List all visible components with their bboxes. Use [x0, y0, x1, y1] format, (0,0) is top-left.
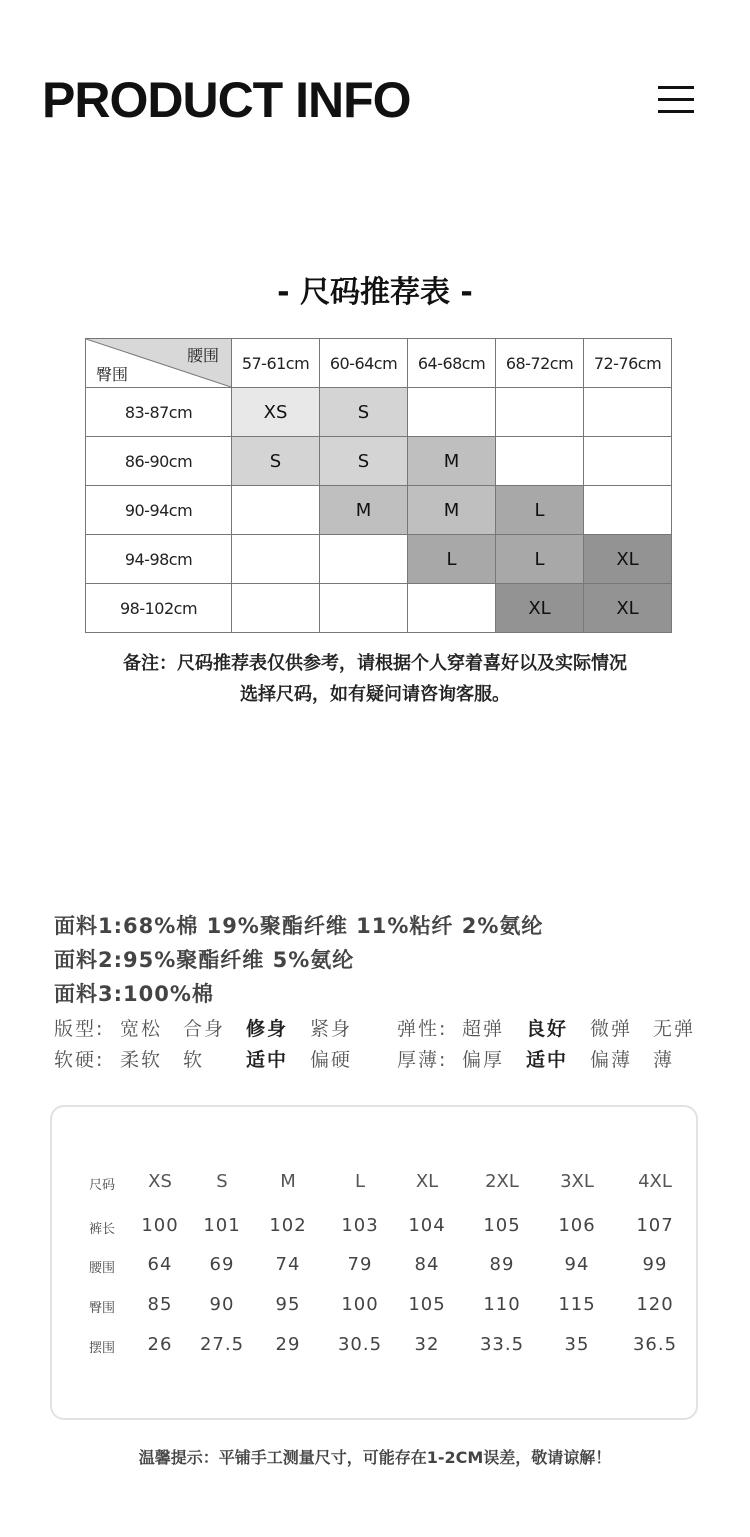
- measure-value: 33.5: [479, 1334, 525, 1355]
- size-cell: XL: [584, 535, 672, 584]
- size-cell: [584, 486, 672, 535]
- measure-value: 115: [558, 1294, 596, 1315]
- measure-value: 26: [147, 1334, 173, 1355]
- table-header-row: [86, 339, 672, 388]
- size-recommend-title: - 尺码推荐表 -: [277, 275, 473, 310]
- table-corner-cell: [86, 339, 232, 388]
- measure-value: 120: [636, 1294, 674, 1315]
- attr-option: 无弹: [653, 1018, 696, 1040]
- attr-option: 软: [183, 1049, 205, 1071]
- attr-label: 软硬:: [54, 1049, 105, 1071]
- size-cell: L: [496, 535, 584, 584]
- size-cell: S: [232, 437, 320, 486]
- row-header: 86-90cm: [86, 437, 232, 486]
- attr-option: 薄: [653, 1049, 675, 1071]
- attr-option-selected: 适中: [246, 1049, 289, 1071]
- measure-value: 85: [147, 1294, 173, 1315]
- measure-value: 64: [147, 1254, 173, 1275]
- measure-size-header: XL: [415, 1171, 439, 1192]
- size-cell: [320, 584, 408, 633]
- measure-value: 104: [408, 1215, 446, 1236]
- attr-option: 合身: [183, 1018, 226, 1040]
- menu-line: [658, 110, 694, 113]
- size-cell: XL: [584, 584, 672, 633]
- measure-row-label: 臀围: [89, 1301, 116, 1316]
- measure-size-header: 3XL: [560, 1171, 594, 1192]
- measure-value: 101: [203, 1215, 241, 1236]
- measure-value: 32: [414, 1334, 440, 1355]
- column-header: 64-68cm: [408, 339, 496, 388]
- table-row: [86, 535, 672, 584]
- measure-value: 99: [642, 1254, 668, 1275]
- note-line: 选择尺码，如有疑问请咨询客服。: [240, 684, 510, 705]
- measure-value: 84: [414, 1254, 440, 1275]
- attr-option: 偏硬: [310, 1049, 353, 1071]
- measure-value: 110: [483, 1294, 521, 1315]
- hamburger-menu-icon[interactable]: [658, 86, 694, 114]
- measure-value: 69: [209, 1254, 235, 1275]
- table-row: [86, 437, 672, 486]
- measure-value: 27.5: [199, 1334, 245, 1355]
- attr-option: 超弹: [462, 1018, 505, 1040]
- row-header: 94-98cm: [86, 535, 232, 584]
- attr-option: 偏薄: [590, 1049, 633, 1071]
- menu-line: [658, 98, 694, 101]
- size-cell: [408, 388, 496, 437]
- attr-option-selected: 修身: [246, 1018, 289, 1040]
- row-header: 98-102cm: [86, 584, 232, 633]
- measurement-tip: 温馨提示：平铺手工测量尺寸，可能存在1-2CM误差，敬请谅解！: [138, 1448, 612, 1467]
- measure-value: 79: [347, 1254, 373, 1275]
- size-cell: [496, 388, 584, 437]
- size-cell: [496, 437, 584, 486]
- measure-value: 89: [489, 1254, 515, 1275]
- column-header: 60-64cm: [320, 339, 408, 388]
- size-cell: XS: [232, 388, 320, 437]
- measure-value: 95: [275, 1294, 301, 1315]
- measure-value: 29: [275, 1334, 301, 1355]
- measure-value: 102: [269, 1215, 307, 1236]
- measure-size-header: L: [354, 1171, 366, 1192]
- size-cell: M: [408, 437, 496, 486]
- size-cell: S: [320, 388, 408, 437]
- measure-value: 105: [483, 1215, 521, 1236]
- size-cell: [584, 388, 672, 437]
- column-header: 68-72cm: [496, 339, 584, 388]
- measure-value: 94: [564, 1254, 590, 1275]
- measure-row-label: 摆围: [89, 1341, 116, 1356]
- size-recommend-table: [85, 338, 672, 633]
- column-header: 57-61cm: [232, 339, 320, 388]
- attr-label: 版型:: [54, 1018, 105, 1040]
- row-header: 83-87cm: [86, 388, 232, 437]
- measure-size-header: M: [280, 1171, 296, 1192]
- column-header: 72-76cm: [584, 339, 672, 388]
- attr-option: 紧身: [310, 1018, 353, 1040]
- size-cell: [408, 584, 496, 633]
- measure-row-label: 裤长: [89, 1222, 116, 1237]
- measure-value: 36.5: [632, 1334, 678, 1355]
- measure-value: 105: [408, 1294, 446, 1315]
- row-header: 90-94cm: [86, 486, 232, 535]
- size-cell: L: [408, 535, 496, 584]
- fabric-line-2: 面料2:95%聚酯纤维 5%氨纶: [54, 948, 355, 972]
- measure-value: 30.5: [337, 1334, 383, 1355]
- page-title: PRODUCT INFO: [42, 72, 411, 128]
- attr-option: 偏厚: [462, 1049, 505, 1071]
- measure-value: 100: [341, 1294, 379, 1315]
- measure-value: 35: [564, 1334, 590, 1355]
- table-row: [86, 584, 672, 633]
- attr-option-selected: 适中: [526, 1049, 569, 1071]
- size-cell: XL: [496, 584, 584, 633]
- size-cell: M: [320, 486, 408, 535]
- size-cell: [232, 535, 320, 584]
- measure-header-label: 尺码: [89, 1178, 116, 1193]
- attr-option-selected: 良好: [526, 1018, 569, 1040]
- measure-row-label: 腰围: [89, 1261, 116, 1276]
- measure-value: 90: [209, 1294, 235, 1315]
- measure-size-header: XS: [148, 1171, 172, 1192]
- menu-line: [658, 86, 694, 89]
- attr-option: 柔软: [120, 1049, 163, 1071]
- measure-value: 107: [636, 1215, 674, 1236]
- attr-label: 厚薄:: [397, 1049, 448, 1071]
- measure-size-header: 4XL: [638, 1171, 672, 1192]
- size-cell: S: [320, 437, 408, 486]
- corner-label-waist: 腰围: [186, 346, 219, 365]
- attr-label: 弹性:: [397, 1018, 448, 1040]
- measure-value: 74: [275, 1254, 301, 1275]
- note-line: 备注：尺码推荐表仅供参考，请根据个人穿着喜好以及实际情况: [123, 653, 627, 674]
- size-note: [0, 648, 750, 710]
- size-cell: [232, 486, 320, 535]
- measure-value: 103: [341, 1215, 379, 1236]
- measure-value: 106: [558, 1215, 596, 1236]
- attr-option: 宽松: [120, 1018, 163, 1040]
- size-cell: L: [496, 486, 584, 535]
- attr-option: 微弹: [590, 1018, 633, 1040]
- size-cell: [584, 437, 672, 486]
- measure-size-header: S: [216, 1171, 228, 1192]
- corner-label-hip: 臀围: [96, 365, 129, 384]
- measure-size-header: 2XL: [485, 1171, 519, 1192]
- fabric-line-1: 面料1:68%棉 19%聚酯纤维 11%粘纤 2%氨纶: [54, 914, 544, 938]
- table-row: [86, 486, 672, 535]
- measure-value: 100: [141, 1215, 179, 1236]
- size-cell: [232, 584, 320, 633]
- size-cell: M: [408, 486, 496, 535]
- table-row: [86, 388, 672, 437]
- size-cell: [320, 535, 408, 584]
- fabric-line-3: 面料3:100%棉: [54, 982, 214, 1006]
